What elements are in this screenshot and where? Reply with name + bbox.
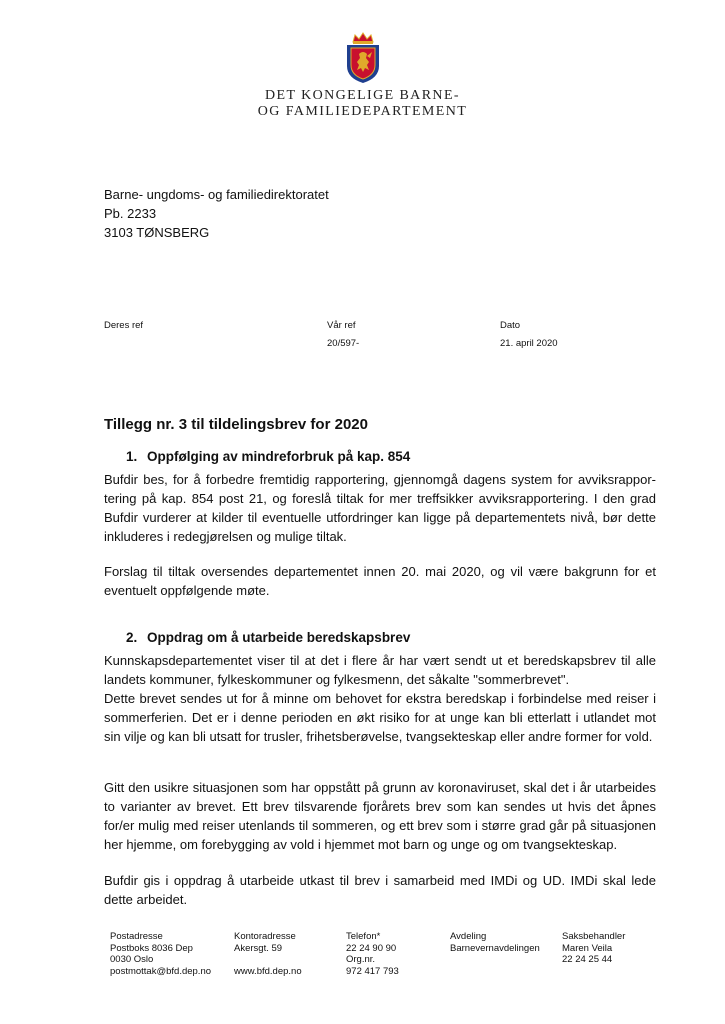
recipient-pobox: Pb. 2233 [104, 206, 157, 221]
footer-case-officer-phone: 22 24 25 44 [562, 954, 613, 965]
footer-col1-line: 0030 Oslo [110, 954, 154, 965]
footer-department: Barnevernavdelingen [450, 942, 540, 954]
footer-col2-label: Kontoradresse [234, 931, 296, 942]
footer-website: www.bfd.dep.no [234, 965, 302, 977]
recipient-postal: 3103 TØNSBERG [104, 225, 210, 240]
footer-col5-label: Saksbehandler [562, 931, 626, 942]
letter-title: Tillegg nr. 3 til tildelingsbrev for 2020 [104, 416, 368, 433]
footer-phone: 22 24 90 90 [346, 942, 397, 954]
recipient-address [104, 185, 329, 242]
section2-heading: Oppdrag om å utarbeide beredskapsbrev [147, 630, 411, 645]
footer-col3-label: Telefon* [346, 931, 381, 942]
department-name-line2: OG FAMILIEDEPARTEMENT [257, 104, 468, 119]
department-name-line1: DET KONGELIGE BARNE- [265, 88, 460, 103]
section1-number: 1. [126, 449, 138, 464]
section2-paragraph3: Bufdir gis i oppdrag å utarbeide utkast til brev i samarbeid med IMDi og UD. IMDi skal lede dette arbeidet. [104, 873, 656, 907]
recipient-name: Barne- ungdoms- og familiedirektoratet [104, 187, 329, 202]
footer-avdeling [450, 931, 540, 954]
footer-postadresse [110, 931, 211, 977]
footer-kontoradresse [234, 931, 302, 977]
section2-paragraph1b: Dette brevet sendes ut for å minne om behovet for ekstra beredskap i forbindelse med reiser i sommerferien. Det er i denne perioden en økt risiko for at unge kan bli etterlatt i utlandet mot sin vilje og kan bli utsatt for trusler, frihetsberøvelse, tvangsekteskap eller andre former for vold. [104, 691, 656, 744]
footer-orgnr-label: Org.nr. [346, 954, 376, 965]
footer-saksbehandler [562, 931, 625, 966]
section1-paragraph2: Forslag til tiltak oversendes departementet innen 20. mai 2020, og vil være bakgrunn for et eventuelt oppfølgende møte. [104, 564, 656, 598]
footer-col2-line [234, 954, 302, 966]
footer-email: postmottak@bfd.dep.no [110, 965, 212, 977]
section2-paragraph2: Gitt den usikre situasjonen som har oppstått på grunn av koronaviruset, skal det i år utarbeides to varianter av brevet. Ett brev tilsvarende fjorårets brev som kan sendes ut hvis det åpnes for/er mulig med reiser utenlands til sommeren, og ett brev som i større grad går på situasjonen her hjemme, om forebygging av vold i hjemmet mot barn og unge og om tvangsekteskap. [104, 780, 656, 852]
footer-telefon [346, 931, 399, 977]
var-ref-label: Vår ref [327, 320, 356, 331]
letterhead [255, 32, 470, 120]
deres-ref-label: Deres ref [104, 320, 144, 331]
footer-col1-label: Postadresse [110, 931, 163, 942]
dato-value: 21. april 2020 [500, 338, 558, 349]
section1-heading: Oppfølging av mindreforbruk på kap. 854 [147, 449, 411, 464]
var-ref-value: 20/597- [327, 338, 360, 349]
section2-number: 2. [126, 630, 138, 645]
section2-paragraph1a: Kunnskapsdepartementet viser til at det i flere år har vært sendt ut et beredskapsbrev til alle landets kommuner, fylkeskommuner og fylkesmenn, det såkalte "sommerbrevet". [104, 653, 656, 687]
coat-of-arms-lion-icon [343, 32, 383, 84]
section1-paragraph1: Bufdir bes, for å forbedre fremtidig rapportering, gjennomgå dagens system for avviksrappor-tering på kap. 854 post 21, og foreslå tiltak for mer treffsikker avviksrapportering. I den grad Bufdir vurderer at kilder til eventuelle utfordringer kan ligge på departementets nivå, bør dette inkluderes i redegjørelsen og mulige tiltak. [104, 472, 656, 544]
dato-label: Dato [500, 320, 521, 331]
footer-orgnr-value: 972 417 793 [346, 965, 399, 977]
footer-col4-label: Avdeling [450, 931, 487, 942]
footer-col1-line: Postboks 8036 Dep [110, 942, 193, 954]
footer-col2-line: Akersgt. 59 [234, 942, 283, 954]
footer-case-officer: Maren Veila [562, 942, 613, 954]
